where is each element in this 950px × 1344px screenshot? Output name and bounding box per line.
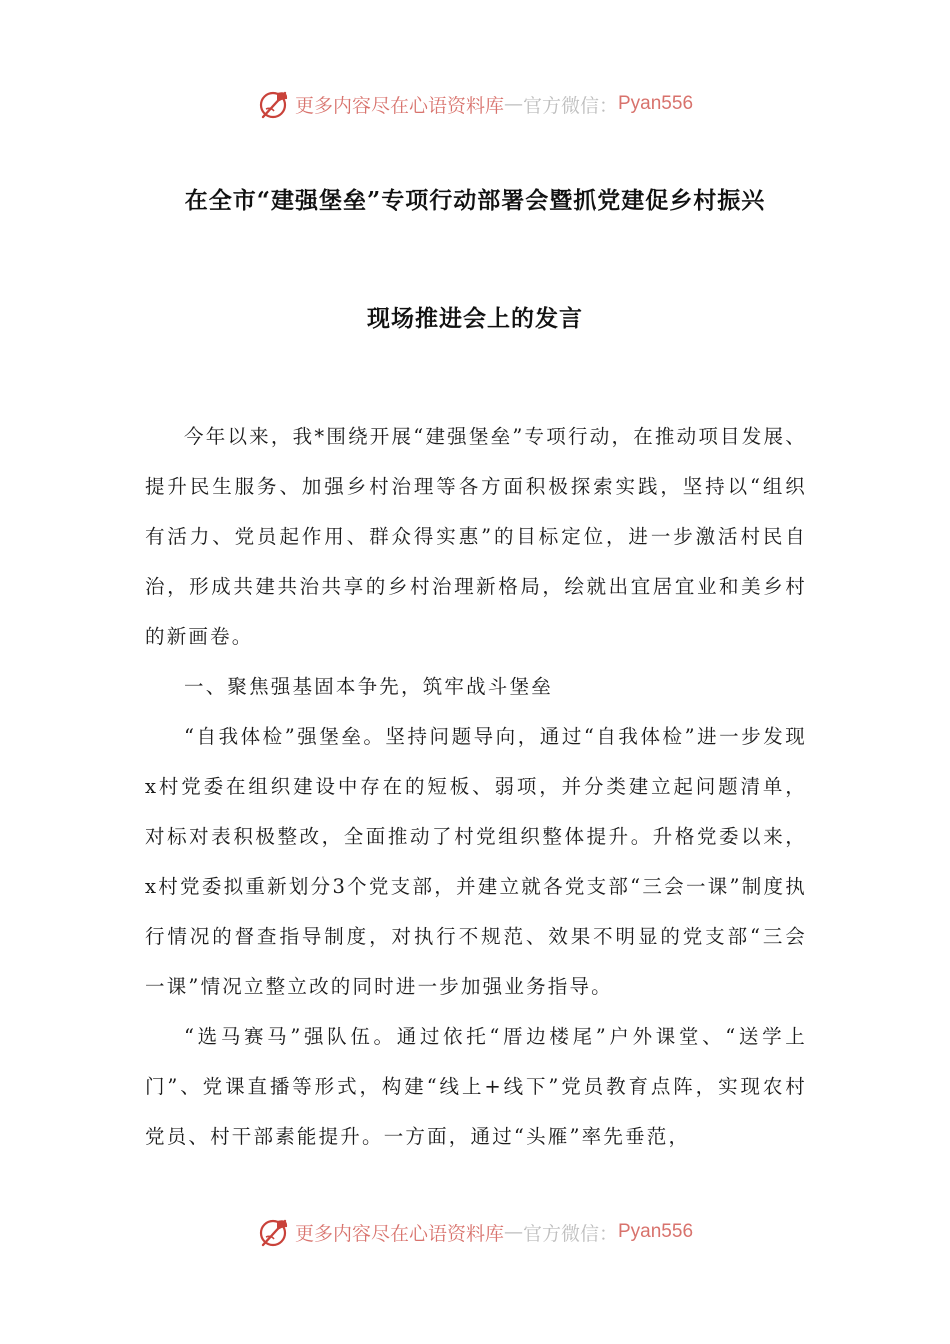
watermark-dash: — [503,93,523,115]
document-title-line2: 现场推进会上的发言 [367,305,583,332]
watermark-wechat-label: 官方微信： [522,94,618,117]
quill-logo-icon [257,1215,291,1249]
watermark-site-text: 更多内容尽在心语资料库 [294,94,504,117]
watermark-dash: — [503,1221,523,1243]
paragraph-team-building: “选马赛马”强队伍。通过依托“厝边楼尾”户外课堂、“送学上门”、党课直播等形式，构建“线上+线下”党员教育点阵，实现农村党员、村干部素能提升。一方面，通过“头雁”率先垂范， [145,1025,807,1148]
document-body [145,412,807,1162]
watermark-account: Pyan556 [618,93,694,114]
paragraph-self-check: “自我体检”强堡垒。坚持问题导向，通过“自我体检”进一步发现x村党委在组织建设中存在的短板、弱项，并分类建立起问题清单，对标对表积极整改，全面推动了村党组织整体提升。升格党委以来，x村党委拟重新划分3个党支部，并建立就各党支部“三会一课”制度执行情况的督查指导制度，对执行不规范、效果不明显的党支部“三会一课”情况立整立改的同时进一步加强业务指导。 [145,725,807,998]
document-title-line1: 在全市“建强堡垒”专项行动部署会暨抓党建促乡村振兴 [184,187,766,214]
footer-watermark [0,1212,950,1252]
header-watermark [0,84,950,124]
watermark-site-text: 更多内容尽在心语资料库 [294,1222,504,1245]
watermark-wechat-label: 官方微信： [522,1222,618,1245]
section-heading-1: 一、聚焦强基固本争先，筑牢战斗堡垒 [184,675,553,698]
quill-logo-icon [257,87,291,121]
watermark-account: Pyan556 [618,1221,694,1242]
paragraph-intro: 今年以来，我*围绕开展“建强堡垒”专项行动，在推动项目发展、提升民生服务、加强乡村治理等各方面积极探索实践，坚持以“组织有活力、党员起作用、群众得实惠”的目标定位，进一步激活村民自治，形成共建共治共享的乡村治理新格局，绘就出宜居宜业和美乡村的新画卷。 [145,425,807,648]
